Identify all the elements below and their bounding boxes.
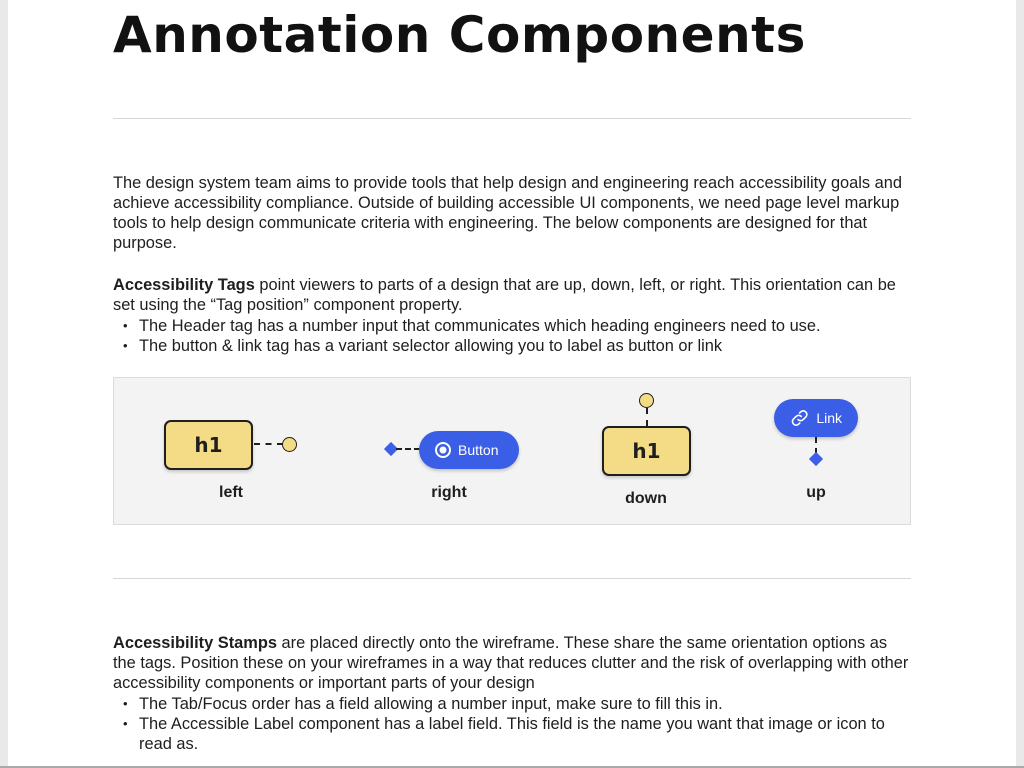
tag-examples-panel — [113, 377, 911, 525]
link-icon — [790, 407, 809, 429]
list-item: • The Tab/Focus order has a field allowing a number input, make sure to fill this in. — [113, 694, 913, 714]
connector-line — [254, 443, 283, 445]
section-divider — [113, 578, 911, 579]
link-tag-up[interactable] — [774, 399, 858, 437]
window-edge-left — [0, 0, 8, 768]
tags-bullet-list — [113, 316, 913, 356]
window-edge-right — [1016, 0, 1024, 768]
button-tag-label: Button — [458, 442, 499, 458]
anchor-diamond — [809, 452, 823, 466]
anchor-dot — [282, 437, 297, 452]
stamps-bullet-list — [113, 694, 913, 754]
list-item: • The Header tag has a number input that communicates which heading engineers need to use. — [113, 316, 913, 336]
link-tag-label: Link — [816, 410, 842, 426]
list-item: • The button & link tag has a variant selector allowing you to label as button or link — [113, 336, 913, 356]
tags-heading: Accessibility Tags — [113, 276, 255, 294]
intro-paragraph: The design system team aims to provide tools that help design and engineering reach accessibility goals and achieve accessibility compliance. Outside of building accessible UI components, we need page level markup tools to help design communicate criteria with engineering. The below components are designed for that purpose. — [113, 174, 903, 252]
page-title: Annotation Components — [113, 6, 806, 64]
stamps-heading: Accessibility Stamps — [113, 634, 277, 652]
header-tag-text: h1 — [194, 433, 223, 457]
connector-line — [396, 448, 420, 450]
tags-paragraph — [113, 275, 913, 315]
header-tag-down[interactable] — [602, 426, 691, 476]
list-item: • The Accessible Label component has a label field. This field is the name you want that image or icon to read as. — [113, 714, 913, 754]
button-tag-right[interactable] — [419, 431, 519, 469]
header-tag-text: h1 — [632, 439, 661, 463]
radio-dot-icon — [435, 442, 451, 458]
section-divider — [113, 118, 911, 119]
stamps-paragraph — [113, 633, 913, 693]
anchor-dot — [639, 393, 654, 408]
stamps-description: are placed directly onto the wireframe. These share the same orientation options as the tags. Position these on your wireframes in a way that reduces clutter and the risk of overlapping with other accessibility components or important parts of your design — [113, 634, 909, 692]
tags-description: point viewers to parts of a design that are up, down, left, or right. This orientation can be set using the “Tag position” component property. — [113, 276, 896, 314]
header-tag-left[interactable] — [164, 420, 253, 470]
connector-line — [646, 408, 648, 426]
caption-right: right — [431, 484, 467, 501]
caption-up: up — [806, 484, 826, 501]
caption-left: left — [219, 484, 243, 501]
caption-down: down — [625, 490, 667, 507]
